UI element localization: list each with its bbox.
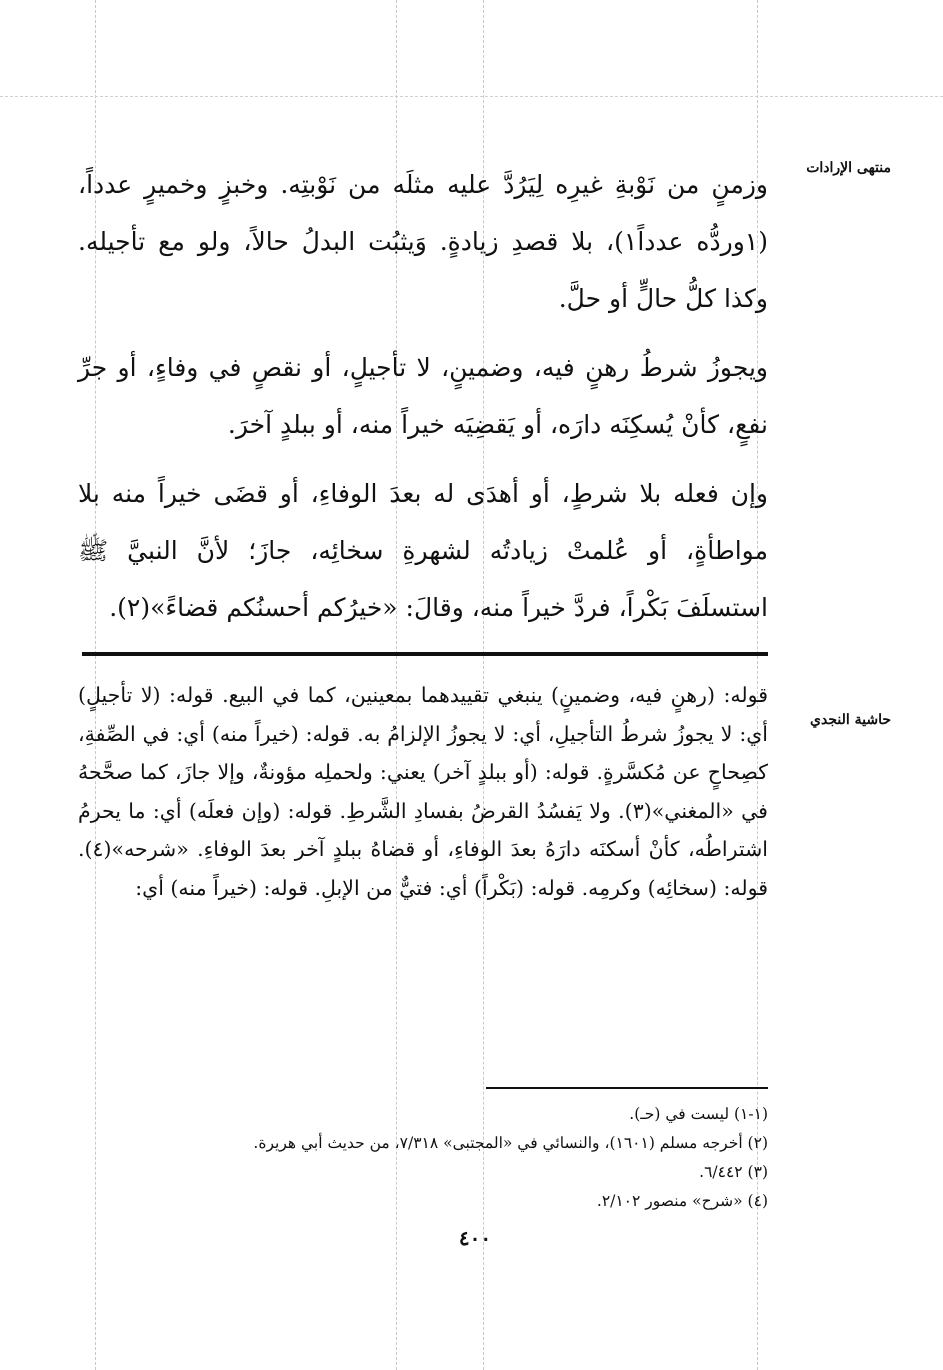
main-text-label: منتهى الإرادات bbox=[806, 160, 891, 176]
commentary-text: قوله: (رهنٍ فيه، وضمينٍ) ينبغي تقييدهما بمعينين، كما في البيع. قوله: (لا تأجيلٍ) أي: لا يجوزُ شرطُ التأجيلِ، أي: لا يجوزُ الإلزامُ به. قوله: (خيراً منه) أي: في الصِّفةِ، كصِحاحٍ عن مُكسَّرةٍ. قوله: (أو ببلدٍ آخر) يعني: ولحملِه مؤونةٌ، وإلا جازَ، كما صحَّحهُ في «المغني»(٣). ولا يَفسُدُ القرضُ بفسادِ الشَّرطِ. قوله: (وإن فعلَه) أي: ما يحرمُ اشتراطُه، كأنْ أسكنَه دارَهُ بعدَ الوفاءِ، أو قضاهُ ببلدٍ آخر بعدَ الوفاءِ. «شرحه»(٤). قوله: (سخائِه) وكرمِه. قوله: (بَكْراً) أي: فتيٌّ من الإبلِ. قوله: (خيراً منه) أي: bbox=[78, 683, 768, 900]
footnote: (٣) ٦/٤٤٢. bbox=[699, 1163, 768, 1181]
commentary-block bbox=[78, 676, 768, 907]
commentary-label: حاشية النجدي bbox=[810, 712, 891, 728]
main-text-block bbox=[78, 156, 768, 636]
footnote: (٢) أخرجه مسلم (١٦٠١)، والنسائي في «المجتبى» ٧/٣١٨، من حديث أبي هريرة. bbox=[253, 1134, 768, 1152]
footnote: (٤) «شرح» منصور ٢/١٠٢. bbox=[596, 1192, 768, 1210]
main-paragraph: وزمنٍ من نَوْبةِ غيرِه لِيَرُدَّ عليه مثلَه من نَوْبتِه. وخبزٍ وخميرٍ عدداً، (١وردُّه عدداً١)، بلا قصدِ زيادةٍ. وَيثبُت البدلُ حالاً، ولو مع تأجيله. وكذا كلُّ حالٍّ أو حلَّ. bbox=[78, 170, 768, 313]
main-paragraph: وإن فعله بلا شرطٍ، أو أهدَى له بعدَ الوفاءِ، أو قضَى خيراً منه بلا مواطأةٍ، أو عُلمتْ زيادتُه لشهرةِ سخائِه، جازَ؛ لأنَّ النبيَّ ﷺ استسلَفَ بَكْراً، فردَّ خيراً منه، وقالَ: «خيرُكم أحسنُكم قضاءً»(٢). bbox=[78, 479, 768, 622]
page-number: ٤٠٠ bbox=[458, 1226, 492, 1250]
main-paragraph: ويجوزُ شرطُ رهنٍ فيه، وضمينٍ، لا تأجيلٍ، أو نقصٍ في وفاءٍ، أو جرِّ نفعٍ، كأنْ يُسكِنَه دارَه، أو يَقضِيَه خيراً منه، أو ببلدٍ آخرَ. bbox=[78, 353, 768, 439]
footnote: (١-١) ليست في (حـ). bbox=[629, 1105, 768, 1123]
separator-rule bbox=[82, 652, 768, 656]
footnote-separator bbox=[486, 1087, 768, 1089]
footnotes bbox=[150, 1100, 768, 1216]
scan-guide-line bbox=[0, 96, 943, 97]
